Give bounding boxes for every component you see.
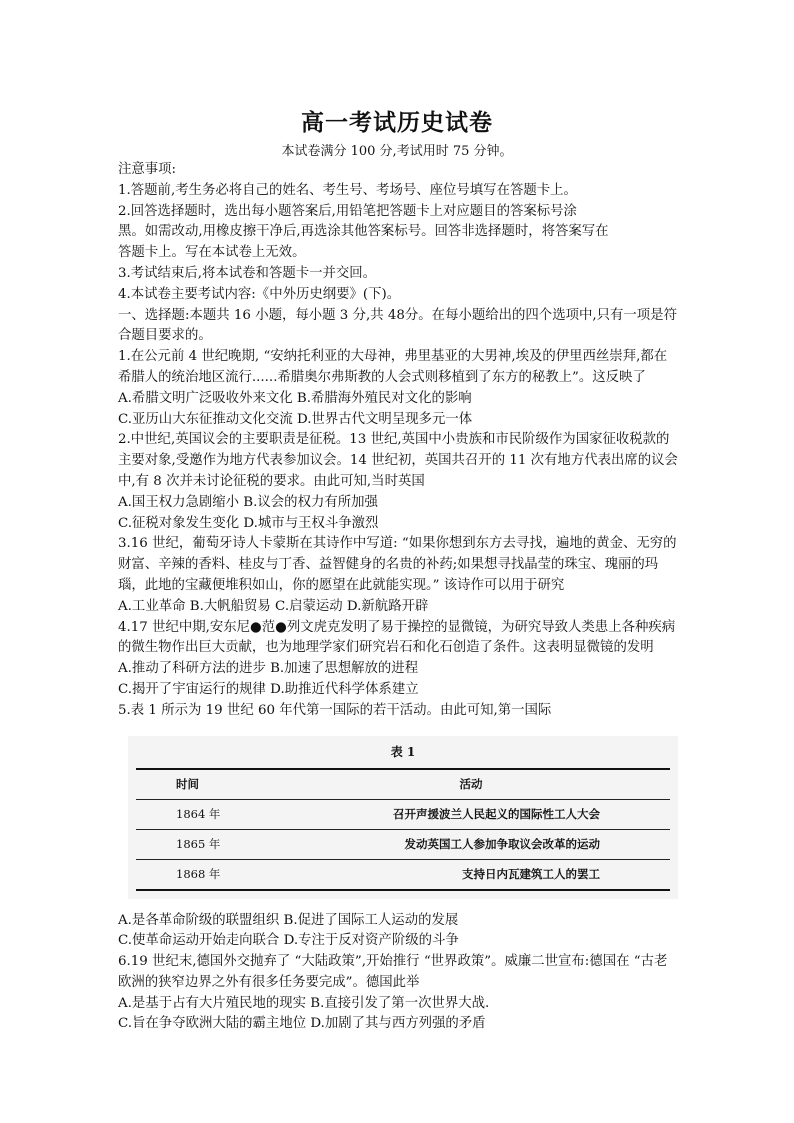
table-cell-time: 1865 年 (136, 829, 272, 859)
question-2-stem: 2.中世纪,英国议会的主要职责是征税。13 世纪,英国中小贵族和市民阶级作为国家征收税款的主要对象,受邀作为地方代表参加议会。14 世纪初，英国共召开的 11 次有地方代表出席的议会中,有 8 次并未讨论征税的要求。由此可知,当时英国 (118, 432, 678, 489)
table-cell-activity: 支持日内瓦建筑工人的罢工 (272, 859, 670, 889)
table-cell-activity: 发动英国工人参加争取议会改革的运动 (272, 829, 670, 859)
section-intro: 一、选择题:本题共 16 小题，每小题 3 分,共 48分。在每小题给出的四个选项中,只有一项是符合题目要求的。 (118, 307, 677, 344)
question-1-stem: 1.在公元前 4 世纪晚期, “安纳托利亚的大母神，弗里基亚的大男神,埃及的伊里西丝崇拜,都在希腊人的统治地区流行......希腊奥尔弗斯教的人会式则移植到了东方的秘教上”。这反映了 (118, 349, 668, 385)
table-row (136, 829, 670, 859)
question-5-option: C.使革命运动开始走向联合 D.专注于反对资产阶级的斗争 (118, 933, 459, 949)
note-line: 4.本试卷主要考试内容:《中外历史纲要》(下)。 (118, 286, 401, 302)
note-line: 2.回答选择题时，选出每小题答案后,用铅笔把答题卡上对应题目的答案标号涂 (118, 203, 577, 219)
table-caption: 表 1 (390, 744, 416, 759)
note-line: 3.考试结束后,将本试卷和答题卡一并交回。 (118, 265, 377, 281)
table-1 (128, 736, 678, 899)
table-header-time: 时间 (136, 769, 272, 799)
question-4-option: C.揭开了宇宙运行的规律 D.助推近代科学体系建立 (118, 681, 419, 697)
table-row (136, 800, 670, 830)
question-5-option: A.是各革命阶级的联盟组织 B.促进了国际工人运动的发展 (118, 912, 459, 928)
question-3-stem: 3.16 世纪，葡萄牙诗人卡蒙斯在其诗作中写道: “如果你想到东方去寻找，遍地的黄金、无穷的财富、辛辣的香料、桂皮与丁香、益智健身的名贵的补药;如果想寻找晶莹的珠宝、瑰丽的玛瑙，此地的宝藏便堆积如山，你的愿望在此就能实现。” 该诗作可以用于研究 (118, 536, 677, 593)
question-3-option: A.工业革命 B.大帆船贸易 C.启蒙运动 D.新航路开辟 (118, 598, 429, 614)
table-cell-time: 1864 年 (136, 800, 272, 830)
question-6-option: A.是基于占有大片殖民地的现实 B.直接引发了第一次世界大战. (118, 995, 490, 1011)
page-title: 高一考试历史试卷 (301, 110, 493, 136)
table-cell-activity: 召开声援波兰人民起义的国际性工人大会 (272, 800, 670, 830)
question-4-option: A.推动了科研方法的进步 B.加速了思想解放的进程 (118, 661, 419, 677)
note-line: 1.答题前,考生务必将自己的姓名、考生号、考场号、座位号填写在答题卡上。 (118, 182, 577, 198)
exam-body (118, 160, 678, 1035)
question-2-option: A.国王权力急剧缩小 B.议会的权力有所加强 (118, 494, 378, 510)
question-4-stem: 4.17 世纪中期,安东尼●范●列文虎克发明了易于操控的显微镜，为研究导致人类患上各种疾病的微生物作出巨大贡献，也为地理学家们研究岩石和化石创造了条件。这表明显微镜的发明 (118, 619, 676, 656)
table-header-row (136, 769, 670, 799)
notes-heading: 注意事项: (118, 162, 177, 177)
table-header-activity: 活动 (272, 769, 670, 799)
question-6-stem: 6.19 世纪末,德国外交抛弃了 “大陆政策”,开始推行 “世界政策”。威廉二世宣布:德国在 “古老欧洲的狭窄边界之外有很多任务要完成”。德国此举 (118, 954, 668, 990)
activity-table (136, 768, 670, 890)
note-line: 答题卡上。写在本试卷上无效。 (118, 245, 306, 261)
table-row (136, 859, 670, 889)
question-1-option: A.希腊文明广泛吸收外来文化 B.希腊海外殖民对文化的影响 (118, 390, 472, 406)
question-6-option: C.旨在争夺欧洲大陆的霸主地位 D.加剧了其与西方列强的矛盾 (118, 1016, 486, 1032)
question-1-option: C.亚历山大东征推动文化交流 D.世界古代文明呈现多元一体 (118, 411, 473, 427)
note-line: 黑。如需改动,用橡皮擦干净后,再选涂其他答案标号。回答非选择题时，将答案写在 (118, 224, 609, 240)
table-cell-time: 1868 年 (136, 859, 272, 889)
question-5-stem: 5.表 1 所示为 19 世纪 60 年代第一国际的若干活动。由此可知,第一国际 (118, 702, 552, 718)
question-2-option: C.征税对象发生变化 D.城市与王权斗争激烈 (118, 515, 379, 531)
page-subtitle: 本试卷满分 100 分,考试用时 75 分钟。 (281, 144, 513, 159)
